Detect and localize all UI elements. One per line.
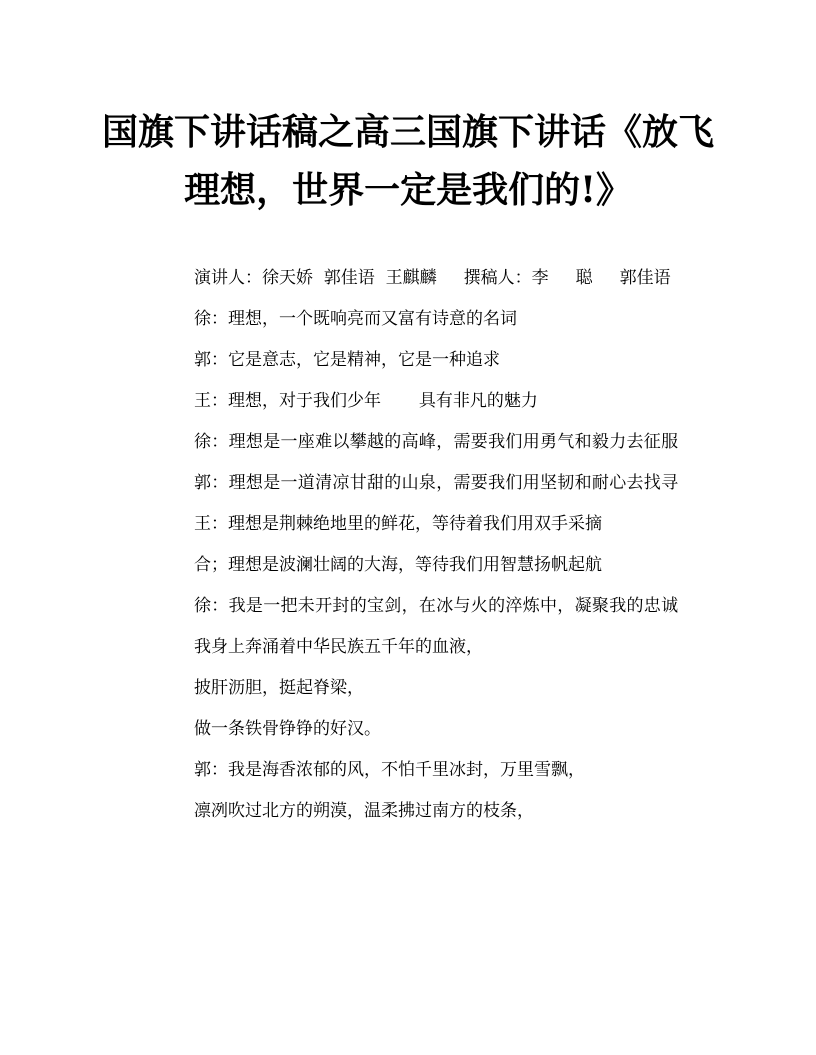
speaker-credits: 演讲人：徐天娇 郭佳语 王麒麟 撰稿人：李 聪 郭佳语	[194, 268, 671, 288]
speech-line: 披肝沥胆，挺起脊梁，	[194, 678, 364, 698]
speech-line: 王：理想是荆棘绝地里的鲜花，等待着我们用双手采摘	[194, 514, 602, 534]
speech-line: 郭：它是意志，它是精神，它是一种追求	[194, 350, 500, 370]
document-title-line-2: 理想，世界一定是我们的!》	[184, 169, 632, 211]
speech-line: 郭：我是海香浓郁的风，不怕千里冰封，万里雪飘，	[194, 760, 585, 780]
speech-line: 做一条铁骨铮铮的好汉。	[194, 719, 381, 739]
speech-line: 徐：理想是一座难以攀越的高峰，需要我们用勇气和毅力去征服	[194, 432, 679, 452]
speech-line: 合；理想是波澜壮阔的大海，等待我们用智慧扬帆起航	[194, 555, 602, 575]
document-body	[120, 258, 696, 832]
speech-line: 徐：理想，一个既响亮而又富有诗意的名词	[194, 309, 517, 329]
speech-line: 凛冽吹过北方的朔漠，温柔拂过南方的枝条，	[194, 801, 534, 821]
speech-line: 我身上奔涌着中华民族五千年的血液，	[194, 637, 483, 657]
speech-line: 徐：我是一把未开封的宝剑，在冰与火的淬炼中，凝聚我的忠诚	[194, 596, 679, 616]
speech-line: 王：理想，对于我们少年 具有非凡的魅力	[194, 391, 538, 411]
document-title-line-1: 国旗下讲话稿之高三国旗下讲话《放飞	[101, 111, 714, 153]
speech-line: 郭：理想是一道清凉甘甜的山泉，需要我们用坚韧和耐心去找寻	[194, 473, 679, 493]
